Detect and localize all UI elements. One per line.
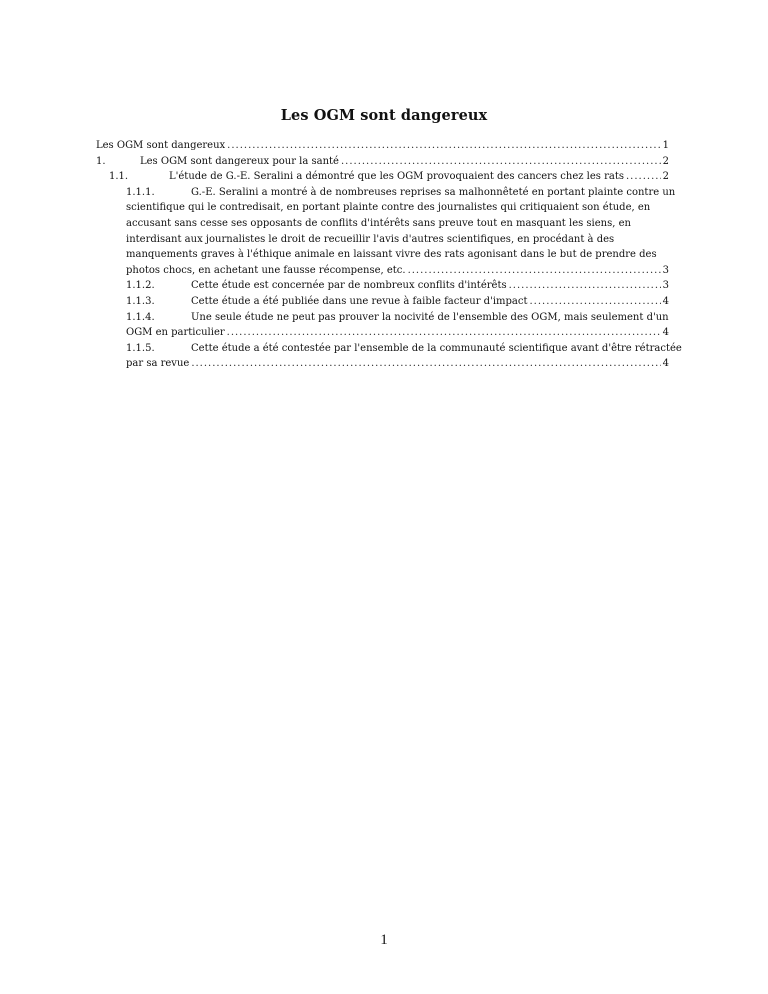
toc-entry-text-first-line: Cette étude a été contestée par l'ensemble de la communauté scientifique avant d'être rétractée [191, 342, 682, 354]
toc-page-number: 3 [662, 280, 669, 292]
toc-entry-text-continuation: interdisant aux journalistes le droit de recueillir l'avis d'autres scientifiques, en procédant à des [126, 233, 615, 245]
toc-entry-text-last-line: par sa revue [126, 358, 190, 370]
toc-entry-number: 1.1. [109, 171, 129, 183]
toc-entry-text-last-line: OGM en particulier [126, 327, 225, 339]
toc-page-number: 4 [662, 358, 669, 370]
toc-entry-number: 1.1.3. [126, 295, 155, 307]
toc-entry-text: Cette étude est concernée par de nombreux conflits d'intérêts [191, 280, 507, 292]
toc-entry-1[interactable] [96, 154, 669, 170]
toc-page-number: 4 [662, 327, 669, 339]
toc-entry-text-first-line: Une seule étude ne peut pas prouver la nocivité de l'ensemble des OGM, mais seulement d'un [191, 311, 669, 323]
toc-entry-number: 1.1.1. [126, 186, 155, 198]
toc-dot-leader [227, 138, 660, 154]
toc-entry-1-1-2[interactable] [96, 278, 669, 294]
toc-page-number: 2 [662, 171, 669, 183]
toc-entry-1-1-5[interactable] [96, 341, 682, 372]
toc-dot-leader [227, 325, 661, 341]
toc-entry-text: Les OGM sont dangereux pour la santé [140, 155, 339, 167]
toc-dot-leader [191, 356, 660, 372]
toc-entry-text-continuation: scientifique qui le contredisait, en portant plainte contre des journalistes qui critiquaient son étude, en [126, 202, 651, 214]
toc-entry-text-continuation: manquements graves à l'éthique animale en laissant vivre des rats agonisant dans le but de prendre des [126, 249, 657, 261]
toc-entry-number: 1.1.2. [126, 280, 155, 292]
toc-entry-number: 1.1.5. [126, 342, 155, 354]
table-of-contents [96, 138, 682, 372]
toc-entry-text-last-line: photos chocs, en achetant une fausse récompense, etc. [126, 264, 406, 276]
document-title: Les OGM sont dangereux [280, 107, 488, 124]
page-footer-number: 1 [380, 932, 388, 948]
toc-entry-1-1-1[interactable] [96, 185, 676, 279]
toc-entry-1-1[interactable] [96, 169, 669, 185]
toc-entry-text-continuation: accusant sans cesse ses opposants de conflits d'intérêts sans preuve tout en masquant les siens, en [126, 217, 631, 229]
toc-page-number: 4 [662, 295, 669, 307]
toc-page-number: 1 [662, 140, 669, 151]
toc-entry-number: 1.1.4. [126, 311, 155, 323]
toc-entry-1-1-3[interactable] [96, 294, 669, 310]
toc-dot-leader [530, 294, 661, 310]
toc-entry-1-1-4[interactable] [96, 310, 669, 341]
toc-entry-main-title[interactable] [96, 138, 669, 154]
toc-dot-leader [341, 154, 661, 170]
toc-entry-text: Cette étude a été publiée dans une revue à faible facteur d'impact [191, 295, 528, 307]
toc-entry-number: 1. [96, 155, 106, 167]
toc-dot-leader [626, 169, 661, 185]
toc-dot-leader [509, 278, 661, 294]
toc-entry-text: L'étude de G.-E. Seralini a démontré que les OGM provoquaient des cancers chez les rats [169, 171, 624, 183]
toc-page-number: 2 [662, 155, 669, 167]
toc-entry-text: Les OGM sont dangereux [96, 140, 226, 151]
toc-page-number: 3 [662, 264, 669, 276]
toc-dot-leader [408, 263, 661, 279]
toc-entry-text-first-line: G.-E. Seralini a montré à de nombreuses reprises sa malhonnêteté en portant plainte contre un [191, 186, 676, 198]
